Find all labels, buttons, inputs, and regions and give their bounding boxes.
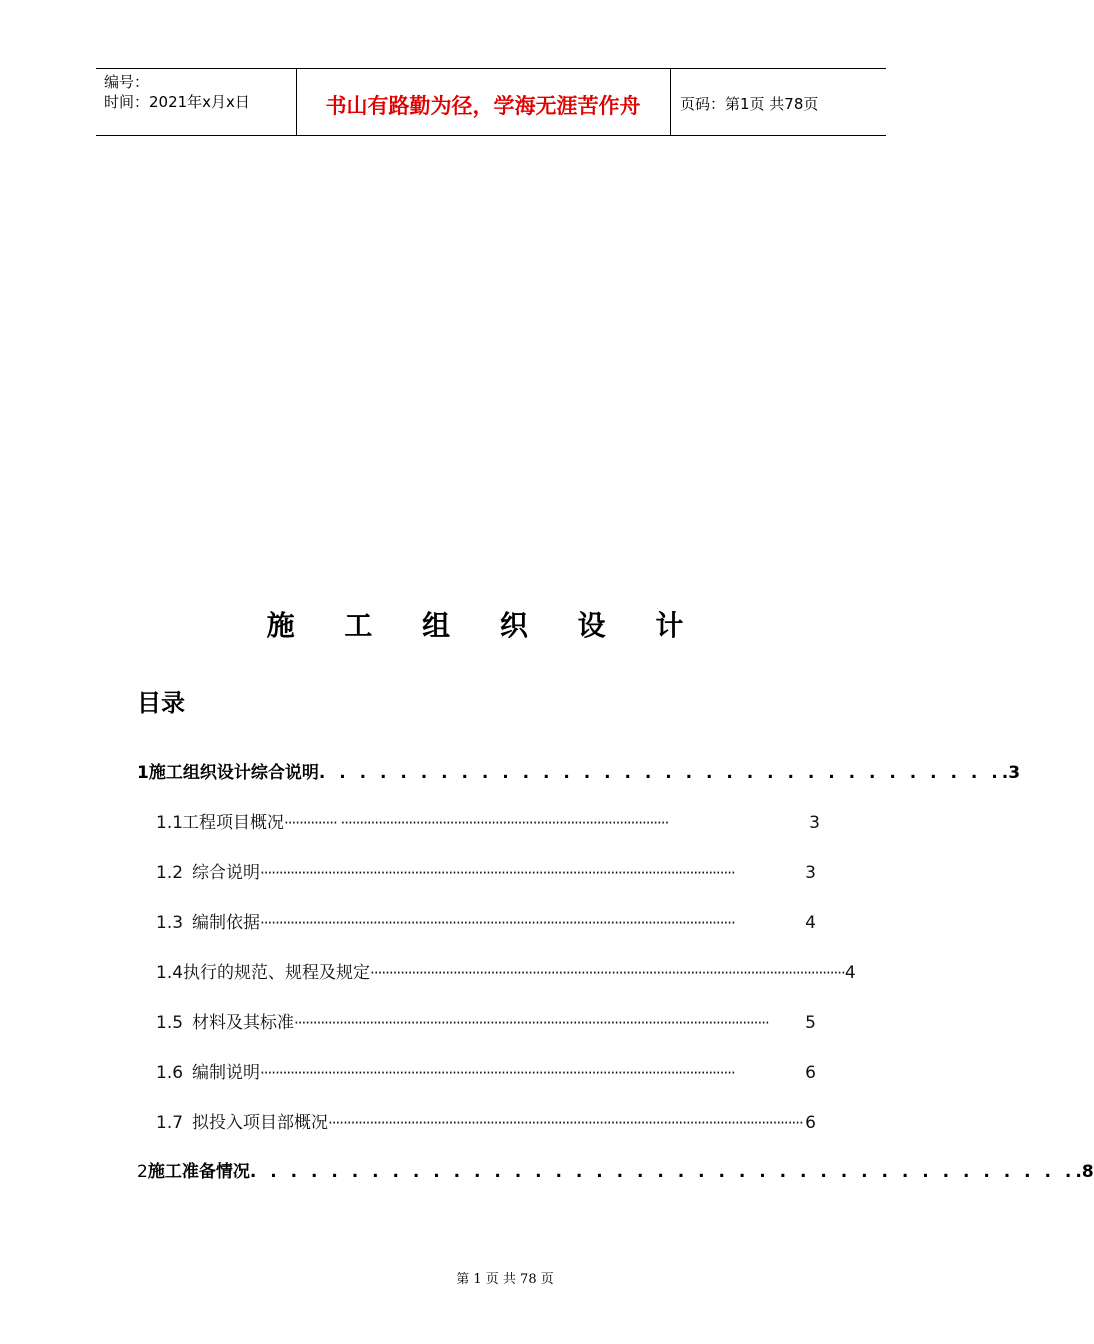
toc-entry-label: 施工组织设计综合说明 (148, 763, 319, 783)
toc-entry[interactable] (137, 758, 1021, 783)
toc-leader-dots: . . . . . . . . . . . . . . . . . . . . . . . . . . . . . . . . . . . . . . . . . (249, 1162, 1076, 1182)
toc-leader-dots: ······························································································································ (370, 964, 845, 982)
toc-entry-number: 1.4 (156, 963, 184, 983)
toc-entry-label: 执行的规范、规程及规定 (183, 963, 371, 983)
header-page-info: 页码：第1页 共78页 (680, 95, 819, 113)
toc-entry-page: 4 (844, 963, 856, 983)
toc-entry[interactable] (156, 1058, 816, 1083)
toc-leader-dots: ······························································································································ (328, 1114, 803, 1132)
toc-entry[interactable] (156, 908, 816, 933)
toc-leader-dots: ······························································································································ (294, 1014, 769, 1032)
page-footer: 第 1 页 共 78 页 (456, 1272, 554, 1287)
toc-entry[interactable] (156, 858, 816, 883)
toc-heading: 目录 (137, 689, 185, 717)
toc-entry-page: 5 (805, 1013, 816, 1033)
toc-entry[interactable] (156, 808, 820, 833)
header-motto: 书山有路勤为径，学海无涯苦作舟 (325, 94, 641, 118)
toc-entry-label: 综合说明 (192, 863, 260, 883)
toc-entry[interactable] (156, 1108, 816, 1133)
toc-entry-page: 3 (809, 813, 820, 833)
title-char: 计 (655, 609, 684, 642)
toc-entry-label: 拟投入项目部概况 (192, 1113, 328, 1133)
toc-entry-number: 2 (137, 1162, 148, 1182)
toc-entry[interactable] (137, 1157, 1094, 1182)
toc-entry-page: 3 (805, 863, 816, 883)
toc-entry-label: 工程项目概况 (182, 813, 284, 833)
header-motto-cell (296, 69, 671, 135)
title-char: 组 (422, 609, 451, 642)
toc-entry-number: 1.3 (156, 913, 184, 933)
page-header (96, 68, 886, 136)
toc-entry-page: .3 (1001, 763, 1021, 783)
title-char: 设 (577, 609, 606, 642)
toc-entry-page: 6 (805, 1113, 816, 1133)
title-char: 工 (344, 609, 373, 642)
toc-leader-dots: ·············· ······················································································· (284, 814, 669, 832)
toc-entry-page: 4 (805, 913, 816, 933)
toc-entry-label: 施工准备情况 (147, 1162, 250, 1182)
toc-entry[interactable] (156, 958, 856, 983)
number-label: 编号： (104, 73, 150, 91)
toc-entry-number: 1 (137, 763, 149, 783)
toc-entry-number: 1.6 (156, 1063, 184, 1083)
toc-entry-number: 1.1 (156, 813, 184, 833)
toc-entry-page: 6 (805, 1063, 816, 1083)
header-meta-cell (96, 69, 297, 135)
toc-entry-label: 编制依据 (192, 913, 260, 933)
toc-leader-dots: ······························································································································ (260, 1064, 735, 1082)
toc-leader-dots: ······························································································································ (260, 864, 735, 882)
time-label: 时间：2021年x月x日 (104, 93, 250, 111)
toc-entry-number: 1.7 (156, 1113, 184, 1133)
title-char: 织 (499, 609, 528, 642)
toc-entry-page: .8 (1075, 1162, 1094, 1182)
toc-leader-dots: ······························································································································ (260, 914, 735, 932)
toc-entry-number: 1.2 (156, 863, 184, 883)
header-page-cell (670, 69, 886, 135)
toc-leader-dots: . . . . . . . . . . . . . . . . . . . . . . . . . . . . . . . . . . (318, 763, 1002, 783)
title-char: 施 (266, 609, 295, 642)
toc-entry-number: 1.5 (156, 1013, 184, 1033)
document-title (0, 604, 950, 644)
toc-entry[interactable] (156, 1008, 816, 1033)
toc-entry-label: 编制说明 (192, 1063, 260, 1083)
toc-entry-label: 材料及其标准 (192, 1013, 294, 1033)
